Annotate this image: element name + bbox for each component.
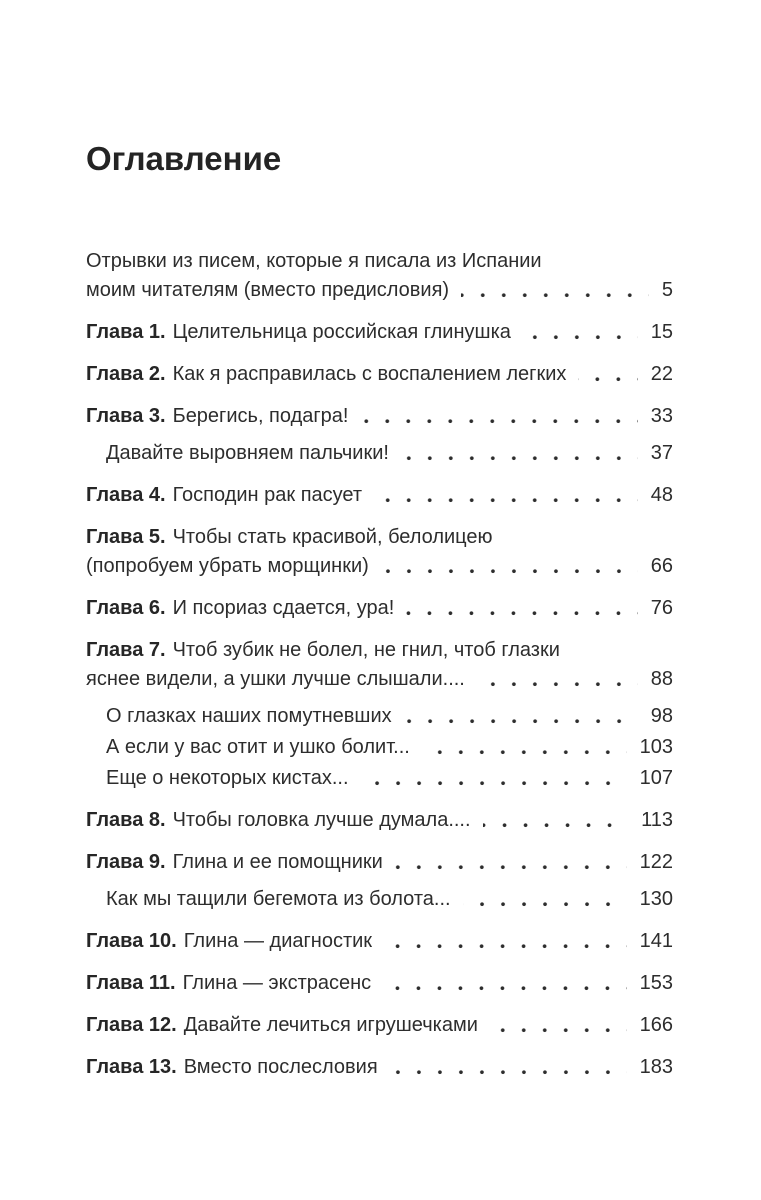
- dot-leader: [463, 902, 627, 907]
- page-number: 113: [641, 809, 673, 831]
- toc-entry-text: Давайте лечиться игрушечками: [183, 1014, 478, 1036]
- dot-leader: [374, 498, 638, 503]
- toc-entry: [86, 636, 673, 694]
- chapter-label: Глава 13.: [86, 1056, 177, 1078]
- toc-entry-last-line: [86, 969, 673, 998]
- toc-entry: [86, 318, 673, 347]
- toc-entry-text: Глина — диагностик: [183, 930, 373, 952]
- toc-entry-text: А если у вас отит и ушко болит...: [106, 736, 410, 758]
- chapter-label: Глава 8.: [86, 809, 166, 831]
- toc-entry-last-line: [86, 552, 673, 581]
- toc-entry-last-line: [86, 360, 673, 389]
- toc-entry-last-line: [106, 439, 673, 468]
- toc-entry-text: Как я расправилась с воспалением легких: [172, 363, 567, 385]
- dot-leader: [477, 682, 638, 687]
- toc-list: [86, 247, 673, 1082]
- toc-entry-last-line: [106, 702, 673, 731]
- toc-entry-text: Глина — экстрасенс: [182, 972, 372, 994]
- chapter-label: Глава 5.: [86, 526, 166, 548]
- toc-entry-text: О глазках наших помутневших: [106, 705, 392, 727]
- toc-entry-text: Чтобы головка лучше думала....: [172, 809, 471, 831]
- toc-entry-last-line: [86, 318, 673, 347]
- toc-entry-text: Как мы тащили бегемота из болота...: [106, 888, 451, 910]
- toc-entry-last-line: [106, 885, 673, 914]
- chapter-label: Глава 7.: [86, 639, 166, 661]
- toc-subentry: [86, 439, 673, 468]
- toc-entry-last-line: [86, 1053, 673, 1082]
- page-number: 48: [650, 484, 673, 506]
- toc-entry: [86, 402, 673, 431]
- dot-leader: [390, 1070, 627, 1075]
- toc-entry: [86, 523, 673, 581]
- toc-entry: [86, 481, 673, 510]
- page-number: 37: [650, 442, 673, 464]
- page-number: 166: [639, 1014, 673, 1036]
- page-number: 33: [650, 405, 673, 427]
- toc-entry-first-line: [86, 636, 673, 665]
- page-number: 130: [639, 888, 673, 910]
- dot-leader: [523, 335, 638, 340]
- page-number: 22: [650, 363, 673, 385]
- toc-subentry: [86, 764, 673, 793]
- toc-entry-text: (попробуем убрать морщинки): [86, 555, 369, 577]
- toc-entry-text: Берегись, подагра!: [172, 405, 349, 427]
- toc-entry-last-line: [86, 594, 673, 623]
- chapter-label: Глава 11.: [86, 972, 176, 994]
- chapter-label: Глава 1.: [86, 321, 166, 343]
- toc-entry-text: Еще о некоторых кистах...: [106, 767, 349, 789]
- toc-entry-text: яснее видели, а ушки лучше слышали....: [86, 668, 465, 690]
- dot-leader: [384, 944, 627, 949]
- page-number: 15: [650, 321, 673, 343]
- chapter-label: Глава 4.: [86, 484, 166, 506]
- page-number: 76: [650, 597, 673, 619]
- toc-entry: [86, 594, 673, 623]
- toc-entry: [86, 247, 673, 305]
- dot-leader: [404, 719, 638, 724]
- dot-leader: [361, 781, 627, 786]
- chapter-label: Глава 12.: [86, 1014, 177, 1036]
- toc-entry-text: Давайте выровняем пальчики!: [106, 442, 389, 464]
- page-number: 141: [639, 930, 673, 952]
- toc-entry-last-line: [86, 276, 673, 305]
- toc-entry-text: моим читателям (вместо предисловия): [86, 279, 450, 301]
- page-number: 103: [639, 736, 673, 758]
- toc-entry: [86, 927, 673, 956]
- chapter-label: Глава 6.: [86, 597, 166, 619]
- toc-entry-text: Глина и ее помощники: [172, 851, 383, 873]
- toc-entry-last-line: [86, 848, 673, 877]
- page-number: 66: [650, 555, 673, 577]
- toc-subentry: [86, 733, 673, 762]
- page-number: 88: [650, 668, 673, 690]
- toc-entry-first-line: [86, 247, 673, 276]
- dot-leader: [461, 293, 649, 298]
- toc-entry-text: Чтоб зубик не болел, не гнил, чтоб глазки: [172, 639, 560, 661]
- page-number: 5: [661, 279, 673, 301]
- dot-leader: [483, 823, 629, 828]
- toc-entry-last-line: [86, 806, 673, 835]
- toc-entry-text: И псориаз сдается, ура!: [172, 597, 395, 619]
- dot-leader: [406, 611, 637, 616]
- dot-leader: [401, 456, 638, 461]
- dot-leader: [422, 750, 627, 755]
- page-number: 153: [639, 972, 673, 994]
- toc-entry: [86, 1011, 673, 1040]
- toc-entry: [86, 360, 673, 389]
- toc-entry: [86, 848, 673, 877]
- chapter-label: Глава 9.: [86, 851, 166, 873]
- dot-leader: [578, 377, 637, 382]
- toc-subentry: [86, 702, 673, 731]
- toc-entry: [86, 806, 673, 835]
- toc-subentry: [86, 885, 673, 914]
- toc-entry-text: Вместо послесловия: [183, 1056, 378, 1078]
- toc-entry-text: Отрывки из писем, которые я писала из Испании: [86, 250, 542, 272]
- toc-entry-text: Чтобы стать красивой, белолицею: [172, 526, 493, 548]
- toc-entry: [86, 969, 673, 998]
- toc-entry-text: Господин рак пасует: [172, 484, 363, 506]
- dot-leader: [395, 865, 627, 870]
- toc-entry-last-line: [86, 481, 673, 510]
- toc-entry-text: Целительница российская глинушка: [172, 321, 511, 343]
- dot-leader: [381, 569, 638, 574]
- chapter-label: Глава 10.: [86, 930, 177, 952]
- toc-entry-last-line: [106, 733, 673, 762]
- dot-leader: [360, 419, 637, 424]
- chapter-label: Глава 2.: [86, 363, 166, 385]
- chapter-label: Глава 3.: [86, 405, 166, 427]
- page-number: 122: [639, 851, 673, 873]
- toc-entry-last-line: [106, 764, 673, 793]
- toc-entry-last-line: [86, 1011, 673, 1040]
- page-number: 107: [639, 767, 673, 789]
- toc-entry-last-line: [86, 402, 673, 431]
- toc-entry-first-line: [86, 523, 673, 552]
- page-number: 183: [639, 1056, 673, 1078]
- toc-entry-last-line: [86, 665, 673, 694]
- page-title: Оглавление: [86, 140, 282, 177]
- page-number: 98: [650, 705, 673, 727]
- toc-entry: [86, 1053, 673, 1082]
- toc-entry-last-line: [86, 927, 673, 956]
- dot-leader: [383, 986, 626, 991]
- dot-leader: [490, 1028, 627, 1033]
